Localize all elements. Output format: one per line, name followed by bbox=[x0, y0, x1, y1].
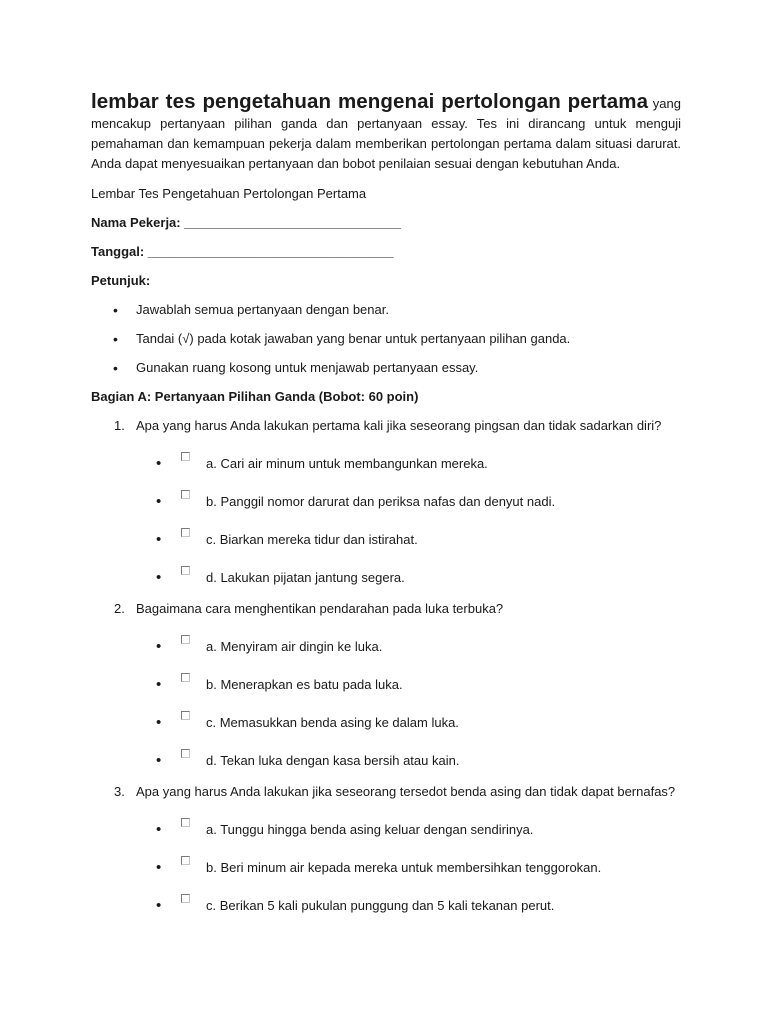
instructions-heading: Petunjuk: bbox=[91, 273, 151, 288]
question-1-options bbox=[91, 435, 681, 589]
bullet-icon: • bbox=[113, 360, 118, 376]
answer-option: • a. Tunggu hingga benda asing keluar dengan sendirinya. bbox=[91, 801, 681, 841]
bullet-icon: • bbox=[156, 859, 162, 876]
answer-checkbox[interactable] bbox=[181, 490, 190, 499]
sheet-title: Lembar Tes Pengetahuan Pertolongan Pertama bbox=[91, 186, 367, 201]
intro-body: mencakup pertanyaan pilihan ganda dan pertanyaan essay. Tes ini dirancang untuk menguji pemahaman dan kemampuan pekerja dalam memberikan pertolongan pertama dalam situasi darurat. Anda dapat menyesuaikan pertanyaan dan bobot penilaian sesuai dengan kebutuhan Anda. bbox=[91, 116, 681, 171]
bullet-icon: • bbox=[156, 569, 162, 586]
question-text: Apa yang harus Anda lakukan pertama kali jika seseorang pingsan dan tidak sadarkan diri? bbox=[136, 418, 662, 433]
bullet-icon: • bbox=[156, 493, 162, 510]
question-2 bbox=[91, 600, 681, 618]
answer-checkbox[interactable] bbox=[181, 452, 190, 461]
answer-option: • d. Lakukan pijatan jantung segera. bbox=[91, 551, 681, 589]
answer-option: • c. Biarkan mereka tidur dan istirahat. bbox=[91, 513, 681, 551]
answer-checkbox[interactable] bbox=[181, 749, 190, 758]
title-tail: yang bbox=[652, 96, 681, 111]
answer-option: • a. Menyiram air dingin ke luka. bbox=[91, 618, 681, 658]
question-3-options bbox=[91, 801, 681, 917]
answer-checkbox[interactable] bbox=[181, 894, 190, 903]
question-2-options bbox=[91, 618, 681, 772]
instruction-item: • Tandai (√) pada kotak jawaban yang benar untuk pertanyaan pilihan ganda. bbox=[113, 331, 571, 347]
answer-option: • b. Panggil nomor darurat dan periksa nafas dan denyut nadi. bbox=[91, 475, 681, 513]
answer-option: • c. Memasukkan benda asing ke dalam luka. bbox=[91, 696, 681, 734]
bullet-icon: • bbox=[156, 638, 162, 655]
answer-checkbox[interactable] bbox=[181, 528, 190, 537]
answer-option: • c. Berikan 5 kali pukulan punggung dan 5 kali tekanan perut. bbox=[91, 879, 681, 917]
intro-paragraph bbox=[91, 92, 681, 174]
question-1 bbox=[91, 417, 681, 435]
document-page bbox=[91, 92, 681, 917]
answer-option: • b. Menerapkan es batu pada luka. bbox=[91, 658, 681, 696]
answer-checkbox[interactable] bbox=[181, 635, 190, 644]
date-field: Tanggal: __________________________________ bbox=[91, 244, 394, 259]
question-number: 1. bbox=[114, 418, 125, 433]
bullet-icon: • bbox=[156, 676, 162, 693]
answer-option: • a. Cari air minum untuk membangunkan mereka. bbox=[91, 435, 681, 475]
bullet-icon: • bbox=[113, 302, 118, 318]
section-a-heading: Bagian A: Pertanyaan Pilihan Ganda (Bobot: 60 poin) bbox=[91, 389, 419, 404]
answer-option: • d. Tekan luka dengan kasa bersih atau kain. bbox=[91, 734, 681, 772]
instruction-item: • Jawablah semua pertanyaan dengan benar. bbox=[113, 302, 389, 318]
bullet-icon: • bbox=[156, 897, 162, 914]
question-3 bbox=[91, 783, 681, 801]
answer-option: • b. Beri minum air kepada mereka untuk membersihkan tenggorokan. bbox=[91, 841, 681, 879]
answer-checkbox[interactable] bbox=[181, 711, 190, 720]
question-number: 2. bbox=[114, 601, 125, 616]
bullet-icon: • bbox=[156, 455, 162, 472]
question-number: 3. bbox=[114, 784, 125, 799]
bullet-icon: • bbox=[156, 714, 162, 731]
bullet-icon: • bbox=[156, 531, 162, 548]
answer-checkbox[interactable] bbox=[181, 566, 190, 575]
answer-checkbox[interactable] bbox=[181, 673, 190, 682]
bullet-icon: • bbox=[156, 752, 162, 769]
instruction-item: • Gunakan ruang kosong untuk menjawab pertanyaan essay. bbox=[113, 360, 479, 376]
bullet-icon: • bbox=[156, 821, 162, 838]
instructions-list bbox=[91, 301, 681, 377]
question-text: Apa yang harus Anda lakukan jika seseorang tersedot benda asing dan tidak dapat bernafas? bbox=[136, 784, 676, 799]
document-title: lembar tes pengetahuan mengenai pertolongan pertama bbox=[91, 90, 649, 113]
worker-name-field: Nama Pekerja: ______________________________ bbox=[91, 215, 402, 230]
answer-checkbox[interactable] bbox=[181, 818, 190, 827]
bullet-icon: • bbox=[113, 331, 118, 347]
question-text: Bagaimana cara menghentikan pendarahan pada luka terbuka? bbox=[136, 601, 504, 616]
answer-checkbox[interactable] bbox=[181, 856, 190, 865]
